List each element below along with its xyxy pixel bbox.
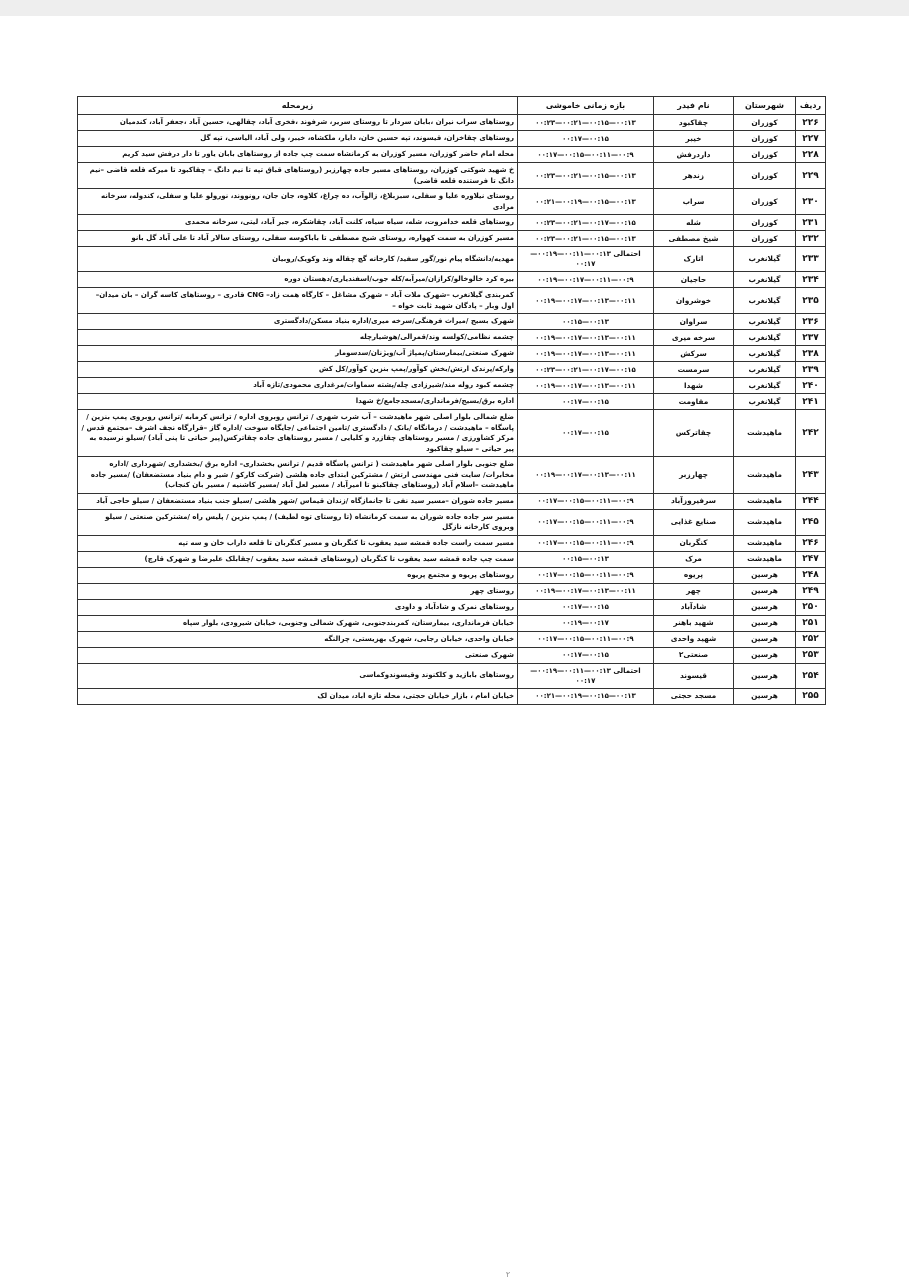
feeder-cell: شله [654,215,734,231]
feeder-cell: خیبر [654,131,734,147]
table-row [78,314,826,330]
feeder-cell: صنایع غذایی [654,509,734,535]
row-number-cell: ۲۴۲ [796,410,826,457]
city-cell: هرسین [734,567,796,583]
row-number-cell: ۲۵۲ [796,631,826,647]
city-cell: ماهیدشت [734,457,796,494]
city-cell: ماهیدشت [734,535,796,551]
area-cell: مسیر سر جاده جاده شوران به سمت کرمانشاه (تا روستای توه لطیف) / پمپ بنزین / پلیس راه /مشترکین صنعتی / سیلو وبروی کارخانه نازگل [78,509,518,535]
table-row [78,288,826,314]
area-cell: محله امام حاضر کوزران، مسیر کوزران به کرمانشاه سمت چپ جاده از روستاهای بابان یاور تا دار درفش سید کریم [78,147,518,163]
feeder-cell: مقاومت [654,394,734,410]
row-number-cell: ۲۳۰ [796,189,826,215]
table-row [78,394,826,410]
outage-table [77,96,826,705]
outage-table-container [77,96,825,705]
feeder-cell: شهید واحدی [654,631,734,647]
table-row [78,688,826,704]
city-cell: هرسین [734,688,796,704]
table-row [78,493,826,509]
area-cell: روستاهای چقاخزان، قیسوند، تپه حسین خان، دایار، ملکشاه، خیبر، ولی آباد، الیاسی، تپه گل [78,131,518,147]
outage-time-cell: ۰۰:۱۷—۰۰:۱۵—۰۰:۱۱—۰۰:۹ [518,493,654,509]
row-number-cell: ۲۴۷ [796,551,826,567]
area-cell: چشمه نظامی/کولسه وند/قمرالی/هوشیارچله [78,330,518,346]
city-cell: گیلانغرب [734,288,796,314]
table-row [78,147,826,163]
outage-time-cell: ۰۰:۲۳—۰۰:۲۱—۰۰:۱۵—۰۰:۱۳ [518,163,654,189]
row-number-cell: ۲۳۸ [796,346,826,362]
area-cell: اداره برق/بسیج/فرمانداری/مسجدجامع/خ شهدا [78,394,518,410]
area-cell: مسیر جاده شوران –مسیر سید نفی تا جانمازگاه /زندان قیماس /شهر هلشی /سیلو جنب بنیاد مستضعفان / سیلو حاجی آباد [78,493,518,509]
header-row-number: ردیف [796,97,826,115]
feeder-cell: شادآباد [654,599,734,615]
outage-time-cell: ۰۰:۱۹—۰۰:۱۷—۰۰:۱۳—۰۰:۱۱ [518,457,654,494]
feeder-cell: شهید باهنر [654,615,734,631]
outage-time-cell: ۰۰:۱۹—۰۰:۱۷—۰۰:۱۳—۰۰:۱۱ [518,288,654,314]
outage-time-cell: ۰۰:۱۹—۰۰:۱۷—۰۰:۱۱—۰۰:۹ [518,272,654,288]
outage-time-cell: ۰۰:۱۷—۰۰:۱۵ [518,394,654,410]
table-row [78,551,826,567]
header-city: شهرستان [734,97,796,115]
table-row [78,457,826,494]
table-row [78,346,826,362]
table-row [78,378,826,394]
outage-time-cell: ۰۰:۱۷—۰۰:۱۵—۰۰:۱۱—۰۰:۹ [518,567,654,583]
header-area: زیرمحله [78,97,518,115]
feeder-cell: سرخه میری [654,330,734,346]
area-cell: خیابان واحدی، خیابان رجایی، شهرک بهزیستی، چرالنگه [78,631,518,647]
city-cell: کوزران [734,189,796,215]
area-cell: روستاهای پریوه و مجتمع پریوه [78,567,518,583]
row-number-cell: ۲۳۶ [796,314,826,330]
feeder-cell: حاجیان [654,272,734,288]
table-row [78,599,826,615]
city-cell: کوزران [734,231,796,247]
area-cell: روستاهای سراب نیران ،بابان سردار تا روستای سریر، شرفوند ،فخری آباد، چقالهی، حسین آباد ،جعفر آباد، کندمیان [78,115,518,131]
outage-time-cell: ۰۰:۱۷—۰۰:۱۵ [518,647,654,663]
table-body [78,115,826,705]
outage-time-cell: ۰۰:۱۷—۰۰:۱۵—۰۰:۱۱—۰۰:۹ [518,147,654,163]
table-row [78,567,826,583]
row-number-cell: ۲۵۰ [796,599,826,615]
city-cell: گیلانغرب [734,272,796,288]
row-number-cell: ۲۲۸ [796,147,826,163]
feeder-cell: سراب [654,189,734,215]
table-row [78,115,826,131]
outage-time-cell: ۰۰:۱۹—۰۰:۱۷ [518,615,654,631]
row-number-cell: ۲۳۱ [796,215,826,231]
feeder-cell: مسجد حجتی [654,688,734,704]
table-row [78,535,826,551]
table-row [78,215,826,231]
outage-time-cell: ۰۰:۲۱—۰۰:۱۹—۰۰:۱۵—۰۰:۱۳ [518,189,654,215]
area-cell: مسیر سمت راست جاده قمشه سید یعقوب تا کنگربان و مسیر کنگربان تا قلعه داراب خان و سه تپه [78,535,518,551]
area-cell: روستای نیلاوره علیا و سفلی، سبزبلاغ، زالوآب، ده چراغ، کلاوه، جان جان، رونووند، نورولو علیا و سفلی، کندوله، سرخانه مرادی [78,189,518,215]
area-cell: بیره کرد خالوخالو/کرازان/میرآبه/کله جوب/اسفندیاری/دهستان دوره [78,272,518,288]
area-cell: روستای چهر [78,583,518,599]
feeder-cell: سرفیروزآباد [654,493,734,509]
city-cell: ماهیدشت [734,509,796,535]
header-time: بازه زمانی خاموشی [518,97,654,115]
feeder-cell: چقاترکس [654,410,734,457]
area-cell: روستاهای بابازید و کلکنوند وقیسوندوکماسی [78,663,518,688]
feeder-cell: سرمست [654,362,734,378]
outage-time-cell: ۰۰:۲۳—۰۰:۲۱—۰۰:۱۷—۰۰:۱۵ [518,362,654,378]
city-cell: گیلانغرب [734,330,796,346]
city-cell: هرسین [734,631,796,647]
area-cell: شهرک صنعتی/بیمارستان/پمپاژ آب/ویژنان/سدسومار [78,346,518,362]
feeder-cell: سرکش [654,346,734,362]
table-row [78,330,826,346]
feeder-cell: چقاکبود [654,115,734,131]
area-cell: روستاهای نمرک و شاد‌آباد و داودی [78,599,518,615]
table-header-row [78,97,826,115]
area-cell: مهدیه/دانشگاه پیام نور/گور سفید/ کارخانه گچ چقاله وند وکویک/روبیان [78,247,518,272]
feeder-cell: اتارک [654,247,734,272]
page-number: ۲ [505,1270,511,1279]
row-number-cell: ۲۴۵ [796,509,826,535]
table-row [78,362,826,378]
outage-time-cell: ۰۰:۲۱—۰۰:۱۹—۰۰:۱۵—۰۰:۱۳ [518,688,654,704]
city-cell: کوزران [734,131,796,147]
row-number-cell: ۲۴۰ [796,378,826,394]
city-cell: گیلانغرب [734,394,796,410]
outage-time-cell: ۰۰:۱۷—۰۰:۱۵—۰۰:۱۱—۰۰:۹ [518,509,654,535]
row-number-cell: ۲۴۱ [796,394,826,410]
feeder-cell: کنگربان [654,535,734,551]
city-cell: کوزران [734,115,796,131]
row-number-cell: ۲۴۴ [796,493,826,509]
outage-time-cell: ۰۰:۱۷—۰۰:۱۵—۰۰:۱۱—۰۰:۹ [518,535,654,551]
table-row [78,131,826,147]
feeder-cell: چهارزبر [654,457,734,494]
table-row [78,647,826,663]
outage-time-cell: ۰۰:۱۷—۰۰:۱۵—۰۰:۱۱—۰۰:۹ [518,631,654,647]
row-number-cell: ۲۴۹ [796,583,826,599]
feeder-cell: مرک [654,551,734,567]
area-cell: مسیر کوزران به سمت کهواره، روستای شیخ مصطفی تا باباکوسه سفلی، روستای سالار آباد تا علی آباد گل بانو [78,231,518,247]
city-cell: گیلانغرب [734,346,796,362]
feeder-cell: پریوه [654,567,734,583]
outage-time-cell: احتمالی ۰۰:۱۳—۰۰:۱۱—۰۰:۱۹—۰۰:۱۷ [518,663,654,688]
outage-time-cell: ۰۰:۱۹—۰۰:۱۷—۰۰:۱۳—۰۰:۱۱ [518,346,654,362]
table-row [78,509,826,535]
feeder-cell: داردرفش [654,147,734,163]
feeder-cell: سراوان [654,314,734,330]
table-row [78,631,826,647]
area-cell: وارکه/پرندک ارتش/بخش کوآور/پمپ بنزین کوآور/کل کش [78,362,518,378]
area-cell: کمربندی گیلانغرب –شهرک ملات آباد – شهرک مشاغل – کارگاه همت زاد– CNG قادری – روستاهای کاسه گران – بان میدان– اول وبار – پادگان شهید ثابت خواه – [78,288,518,314]
city-cell: کوزران [734,147,796,163]
city-cell: هرسین [734,599,796,615]
area-cell: خیابان امام ، بازار خیابان حجتی، محله تازه اباد، میدان لک [78,688,518,704]
city-cell: ماهیدشت [734,493,796,509]
area-cell: خیابان فرمانداری، بیمارستان، کمربندجنوبی، شهرک شمالی وجنوبی، خیابان شیرودی، بلوار سپاه [78,615,518,631]
table-row [78,663,826,688]
feeder-cell: شیخ مصطفی [654,231,734,247]
row-number-cell: ۲۳۵ [796,288,826,314]
city-cell: هرسین [734,647,796,663]
table-row [78,615,826,631]
row-number-cell: ۲۴۸ [796,567,826,583]
outage-time-cell: ۰۰:۱۵—۰۰:۱۳ [518,314,654,330]
city-cell: ماهیدشت [734,410,796,457]
city-cell: گیلانغرب [734,314,796,330]
outage-time-cell: ۰۰:۱۷—۰۰:۱۵ [518,599,654,615]
outage-time-cell: ۰۰:۱۷—۰۰:۱۵ [518,410,654,457]
row-number-cell: ۲۵۵ [796,688,826,704]
row-number-cell: ۲۲۶ [796,115,826,131]
city-cell: هرسین [734,663,796,688]
city-cell: ماهیدشت [734,551,796,567]
outage-time-cell: ۰۰:۱۹—۰۰:۱۷—۰۰:۱۳—۰۰:۱۱ [518,583,654,599]
table-row [78,583,826,599]
area-cell: ضلع جنوبی بلوار اصلی شهر ماهیدشت ( ترانس پاسگاه قدیم / ترانس بخشداری– اداره برق /بخشداری /شهرداری /اداره مخابرات/ سایت فنی مهندسی ارتش / مشترکین ابتدای جاده هلشی (شرکت کارکو / شیر و دام بنیاد مستضعفان) /مسیر جاده ماهیدشت –اسلام آباد (روستاهای چقاکبنو تا امیرآباد / مسیر لعل آباد /مسیر کاشنیه / مسیر بان کنجاب) [78,457,518,494]
outage-time-cell: ۰۰:۲۳—۰۰:۲۱—۰۰:۱۷—۰۰:۱۵ [518,215,654,231]
outage-time-cell: ۰۰:۱۹—۰۰:۱۷—۰۰:۱۳—۰۰:۱۱ [518,378,654,394]
area-cell: شهرک صنعتی [78,647,518,663]
feeder-cell: شهدا [654,378,734,394]
table-row [78,189,826,215]
outage-time-cell: ۰۰:۱۵—۰۰:۱۳ [518,551,654,567]
feeder-cell: چهر [654,583,734,599]
row-number-cell: ۲۳۷ [796,330,826,346]
area-cell: روستاهای قلعه خدامروت، شله، سیاه سیاه، کلنت آباد، چقاشکره، جبر آباد، لیتی، سرخانه محمدی [78,215,518,231]
feeder-cell: صنعتی۲ [654,647,734,663]
header-feeder: نام فیدر [654,97,734,115]
table-row [78,163,826,189]
row-number-cell: ۲۵۳ [796,647,826,663]
row-number-cell: ۲۲۷ [796,131,826,147]
table-row [78,410,826,457]
area-cell: چشمه کبود روله مند/شیرزادی چله/پشته سماوات/مرغداری محمودی/تازه آباد [78,378,518,394]
row-number-cell: ۲۵۴ [796,663,826,688]
city-cell: گیلانغرب [734,247,796,272]
city-cell: کوزران [734,163,796,189]
row-number-cell: ۲۲۹ [796,163,826,189]
city-cell: هرسین [734,615,796,631]
top-bar [0,0,909,16]
outage-time-cell: ۰۰:۲۳—۰۰:۲۱—۰۰:۱۵—۰۰:۱۳ [518,231,654,247]
row-number-cell: ۲۴۳ [796,457,826,494]
feeder-cell: قیسوند [654,663,734,688]
city-cell: گیلانغرب [734,378,796,394]
outage-time-cell: احتمالی ۰۰:۱۳—۰۰:۱۱—۰۰:۱۹—۰۰:۱۷ [518,247,654,272]
city-cell: کوزران [734,215,796,231]
row-number-cell: ۲۳۲ [796,231,826,247]
outage-time-cell: ۰۰:۲۳—۰۰:۲۱—۰۰:۱۵—۰۰:۱۳ [518,115,654,131]
outage-time-cell: ۰۰:۱۷—۰۰:۱۵ [518,131,654,147]
row-number-cell: ۲۴۶ [796,535,826,551]
table-row [78,247,826,272]
area-cell: سمت چپ جاده قمشه سید یعقوب تا کنگربان (روستاهای قمشه سید یعقوب /چقابلک علیرضا و شهرک قارچ) [78,551,518,567]
row-number-cell: ۲۳۴ [796,272,826,288]
table-row [78,231,826,247]
city-cell: گیلانغرب [734,362,796,378]
row-number-cell: ۲۳۳ [796,247,826,272]
row-number-cell: ۲۵۱ [796,615,826,631]
area-cell: شهرک بسیج /میراث فرهنگی/سرخه میری/اداره بنیاد مسکن/دادگستری [78,314,518,330]
feeder-cell: خوشروان [654,288,734,314]
area-cell: خ شهید شوکتی کوزران، روستاهای مسیر جاده چهارزبر (روستاهای قباق تپه تا نیم دانگ – چقاکبود تا میرکه قلعه قاضی –نیم دانگ تا فرستنده قلعه قاضی) [78,163,518,189]
city-cell: هرسین [734,583,796,599]
area-cell: ضلع شمالی بلوار اصلی شهر ماهیدشت – آب شرب شهری / ترانس روبروی اداره / ترانس کرمابه /ترانس روبروی پمپ بنزین /پاسگاه – ماهیدشت / درمانگاه /بانک / دادگستری /تامین اجتماعی /جایگاه سوخت /اداره گاز –قرارگاه نجف اشرف –مجتمع قدس /مرکز کشاورزی / مسیر روستاهای چقازرد و کلیایی / مسیر روستاهای جاده چقاترکس(پیر حیاتی تا پنی آباد) /سیلو نرسیده به پیر حیاتی – سیلو چقاکبود [78,410,518,457]
feeder-cell: زندهر [654,163,734,189]
outage-time-cell: ۰۰:۱۹—۰۰:۱۷—۰۰:۱۳—۰۰:۱۱ [518,330,654,346]
row-number-cell: ۲۳۹ [796,362,826,378]
table-row [78,272,826,288]
